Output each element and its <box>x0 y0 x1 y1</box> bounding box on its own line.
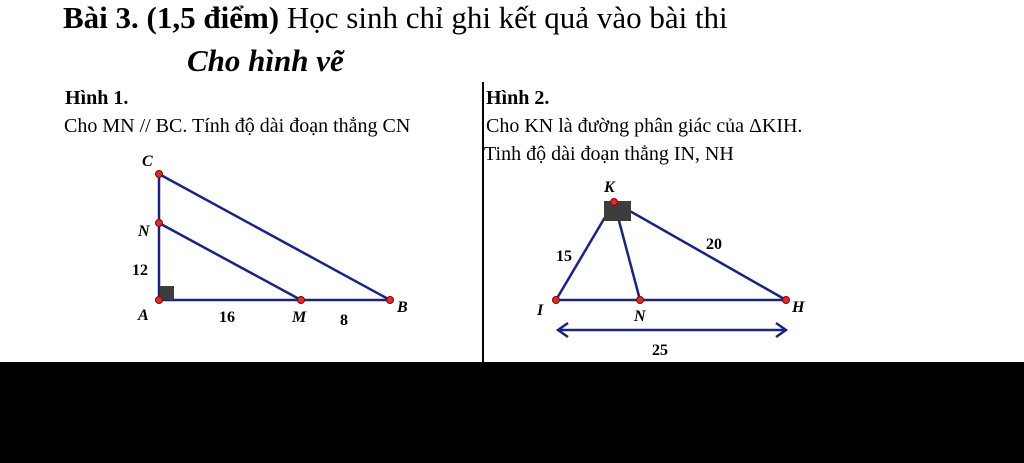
point-M <box>298 297 305 304</box>
point-N2 <box>637 297 644 304</box>
label-N: N <box>138 223 150 240</box>
label-IH-length: 25 <box>652 342 668 359</box>
problem-number: Bài 3. (1,5 điểm) <box>63 0 280 35</box>
angle-marker <box>604 201 631 221</box>
segment-NM <box>159 223 301 300</box>
problem-subtitle: Cho hình vẽ <box>187 43 344 78</box>
label-KH-length: 20 <box>706 236 722 253</box>
point-K <box>611 199 618 206</box>
point-H <box>783 297 790 304</box>
problem-instruction: Học sinh chỉ ghi kết quả vào bài thi <box>279 0 728 35</box>
point-N <box>156 220 163 227</box>
label-I: I <box>537 302 544 319</box>
figure1-heading: Hình 1. <box>65 87 129 109</box>
label-AM-length: 16 <box>219 309 235 326</box>
length-arrow-IH <box>558 323 786 337</box>
label-AN-length: 12 <box>132 262 148 279</box>
label-A: A <box>138 307 149 324</box>
label-MB-length: 8 <box>340 312 348 329</box>
segment-KH <box>614 202 786 300</box>
label-B: B <box>397 299 408 316</box>
figure2-points <box>553 199 790 304</box>
label-C: C <box>142 153 153 170</box>
segment-CB <box>159 174 390 300</box>
figure1-question: Cho MN // BC. Tính độ dài đoạn thẳng CN <box>64 115 411 137</box>
label-K: K <box>604 179 615 196</box>
figure2-question-line1: Cho KN là đường phân giác của ΔKIH. <box>486 115 803 137</box>
label-H: H <box>792 299 805 316</box>
label-M: M <box>292 309 307 326</box>
point-A <box>156 297 163 304</box>
figure1-diagram <box>159 174 390 300</box>
figure2-heading: Hình 2. <box>486 87 550 109</box>
label-N-fig2: N <box>634 308 646 325</box>
point-I <box>553 297 560 304</box>
figure2-question-line2: Tinh độ dài đoạn thẳng IN, NH <box>484 143 734 165</box>
figure2-diagram <box>556 202 786 300</box>
point-C <box>156 171 163 178</box>
point-B <box>387 297 394 304</box>
bottom-black-band <box>0 362 1024 463</box>
label-KI-length: 15 <box>556 248 572 265</box>
